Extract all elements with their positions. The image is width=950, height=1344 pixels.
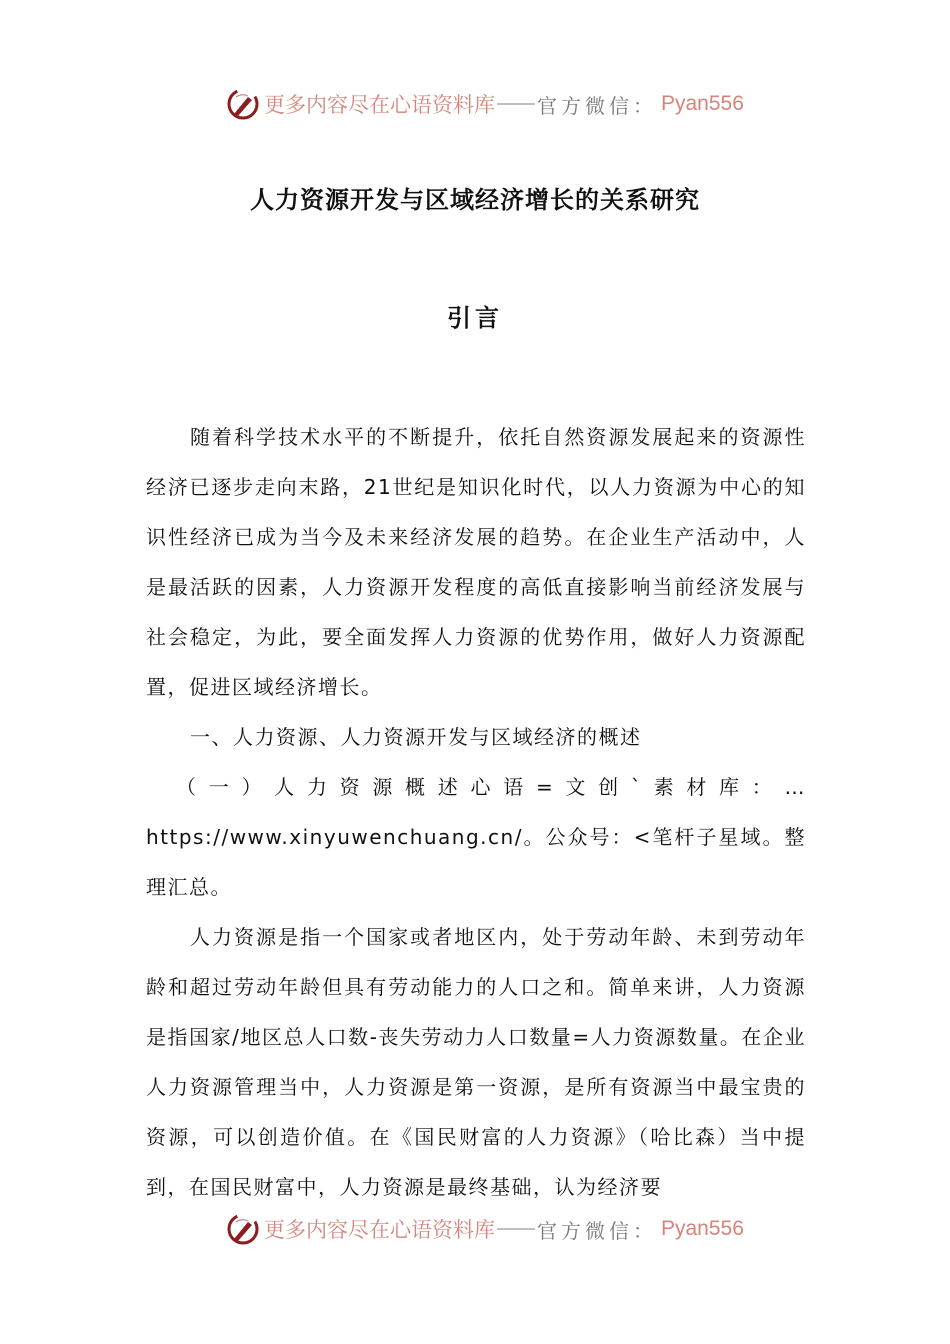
footer-watermark-banner	[226, 1209, 744, 1249]
paragraph-hr-definition: 人力资源是指一个国家或者地区内，处于劳动年龄、未到劳动年龄和超过劳动年龄但具有劳动能力的人口之和。简单来讲，人力资源是指国家/地区总人口数-丧失劳动力人口数量=人力资源数量。在企业人力资源管理当中，人力资源是第一资源，是所有资源当中最宝贵的资源，可以创造价值。在《国民财富的人力资源》（哈比森）当中提到，在国民财富中，人力资源是最终基础，认为经济要	[146, 925, 806, 1199]
paragraph-intro: 随着科学技术水平的不断提升，依托自然资源发展起来的资源性经济已逐步走向末路，21世纪是知识化时代，以人力资源为中心的知识性经济已成为当今及未来经济发展的趋势。在企业生产活动中，人是最活跃的因素，人力资源开发程度的高低直接影响当前经济发展与社会稳定，为此，要全面发挥人力资源的优势作用，做好人力资源配置，促进区域经济增长。	[146, 425, 806, 699]
intro-heading: 引言	[447, 304, 503, 332]
banner-wechat-label: 官方微信：	[537, 1218, 657, 1243]
banner-dash-divider	[497, 1228, 535, 1230]
subsection-heading-1: （一）人力资源概述心语=文创`素材库：…https://www.xinyuwenchuang.cn/。公众号：<笔杆子星域。整理汇总。	[146, 775, 806, 899]
quill-pen-logo-icon	[226, 1212, 260, 1246]
document-title: 人力资源开发与区域经济增长的关系研究	[250, 186, 700, 214]
banner-dash-divider	[497, 103, 535, 105]
banner-red-text: 更多内容尽在心语资料库	[264, 1218, 495, 1242]
quill-pen-logo-icon	[226, 87, 260, 121]
banner-wechat-label: 官方微信：	[537, 93, 657, 118]
section-heading-1: 一、人力资源、人力资源开发与区域经济的概述	[190, 725, 642, 749]
banner-wechat-id: Pyan556	[661, 92, 744, 115]
header-watermark-banner	[226, 84, 744, 124]
banner-wechat-id: Pyan556	[661, 1217, 744, 1240]
document-body	[146, 412, 806, 1212]
banner-red-text: 更多内容尽在心语资料库	[264, 93, 495, 117]
